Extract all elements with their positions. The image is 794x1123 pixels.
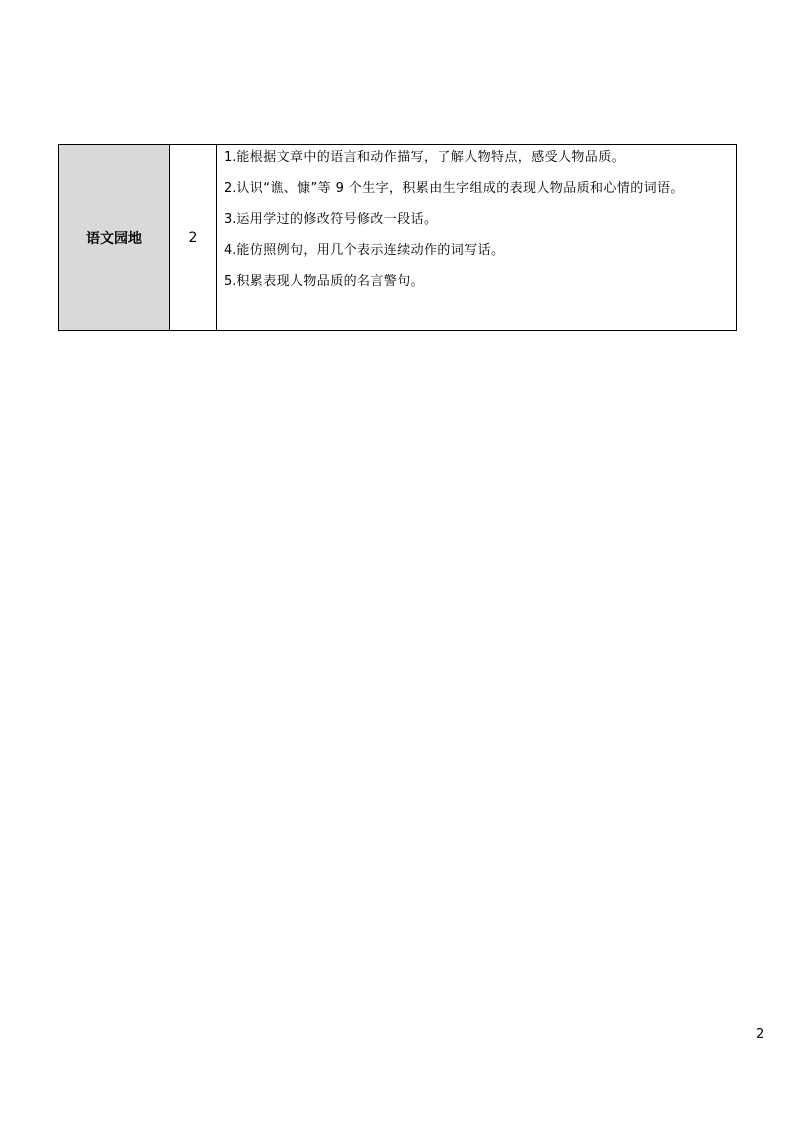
goal-text: 能根据文章中的语言和动作描写，了解人物特点，感受人物品质。 xyxy=(236,150,626,165)
goal-item xyxy=(224,204,732,235)
goal-number: 5. xyxy=(224,274,237,289)
goals-cell xyxy=(217,145,737,331)
goal-list xyxy=(224,142,732,297)
class-hours: 2 xyxy=(188,229,198,246)
lesson-plan-table xyxy=(58,144,737,331)
goal-text: 认识“谯、慷”等 9 个生字，积累由生字组成的表现人物品质和心情的词语。 xyxy=(236,181,684,196)
goal-item xyxy=(224,266,732,297)
goal-text: 能仿照例句，用几个表示连续动作的词写话。 xyxy=(236,243,505,258)
table-row xyxy=(59,145,737,331)
goal-number: 2. xyxy=(224,181,237,196)
goal-text: 运用学过的修改符号修改一段话。 xyxy=(236,212,438,227)
goal-text: 积累表现人物品质的名言警句。 xyxy=(236,274,425,289)
page-number: 2 xyxy=(756,1027,765,1042)
goal-item xyxy=(224,173,732,204)
goal-number: 3. xyxy=(224,212,237,227)
goal-number: 1. xyxy=(224,150,237,165)
goal-item xyxy=(224,235,732,266)
section-name-cell xyxy=(59,145,170,331)
goal-number: 4. xyxy=(224,243,237,258)
goal-item xyxy=(224,142,732,173)
section-name: 语文园地 xyxy=(86,230,142,247)
class-hours-cell xyxy=(170,145,217,331)
